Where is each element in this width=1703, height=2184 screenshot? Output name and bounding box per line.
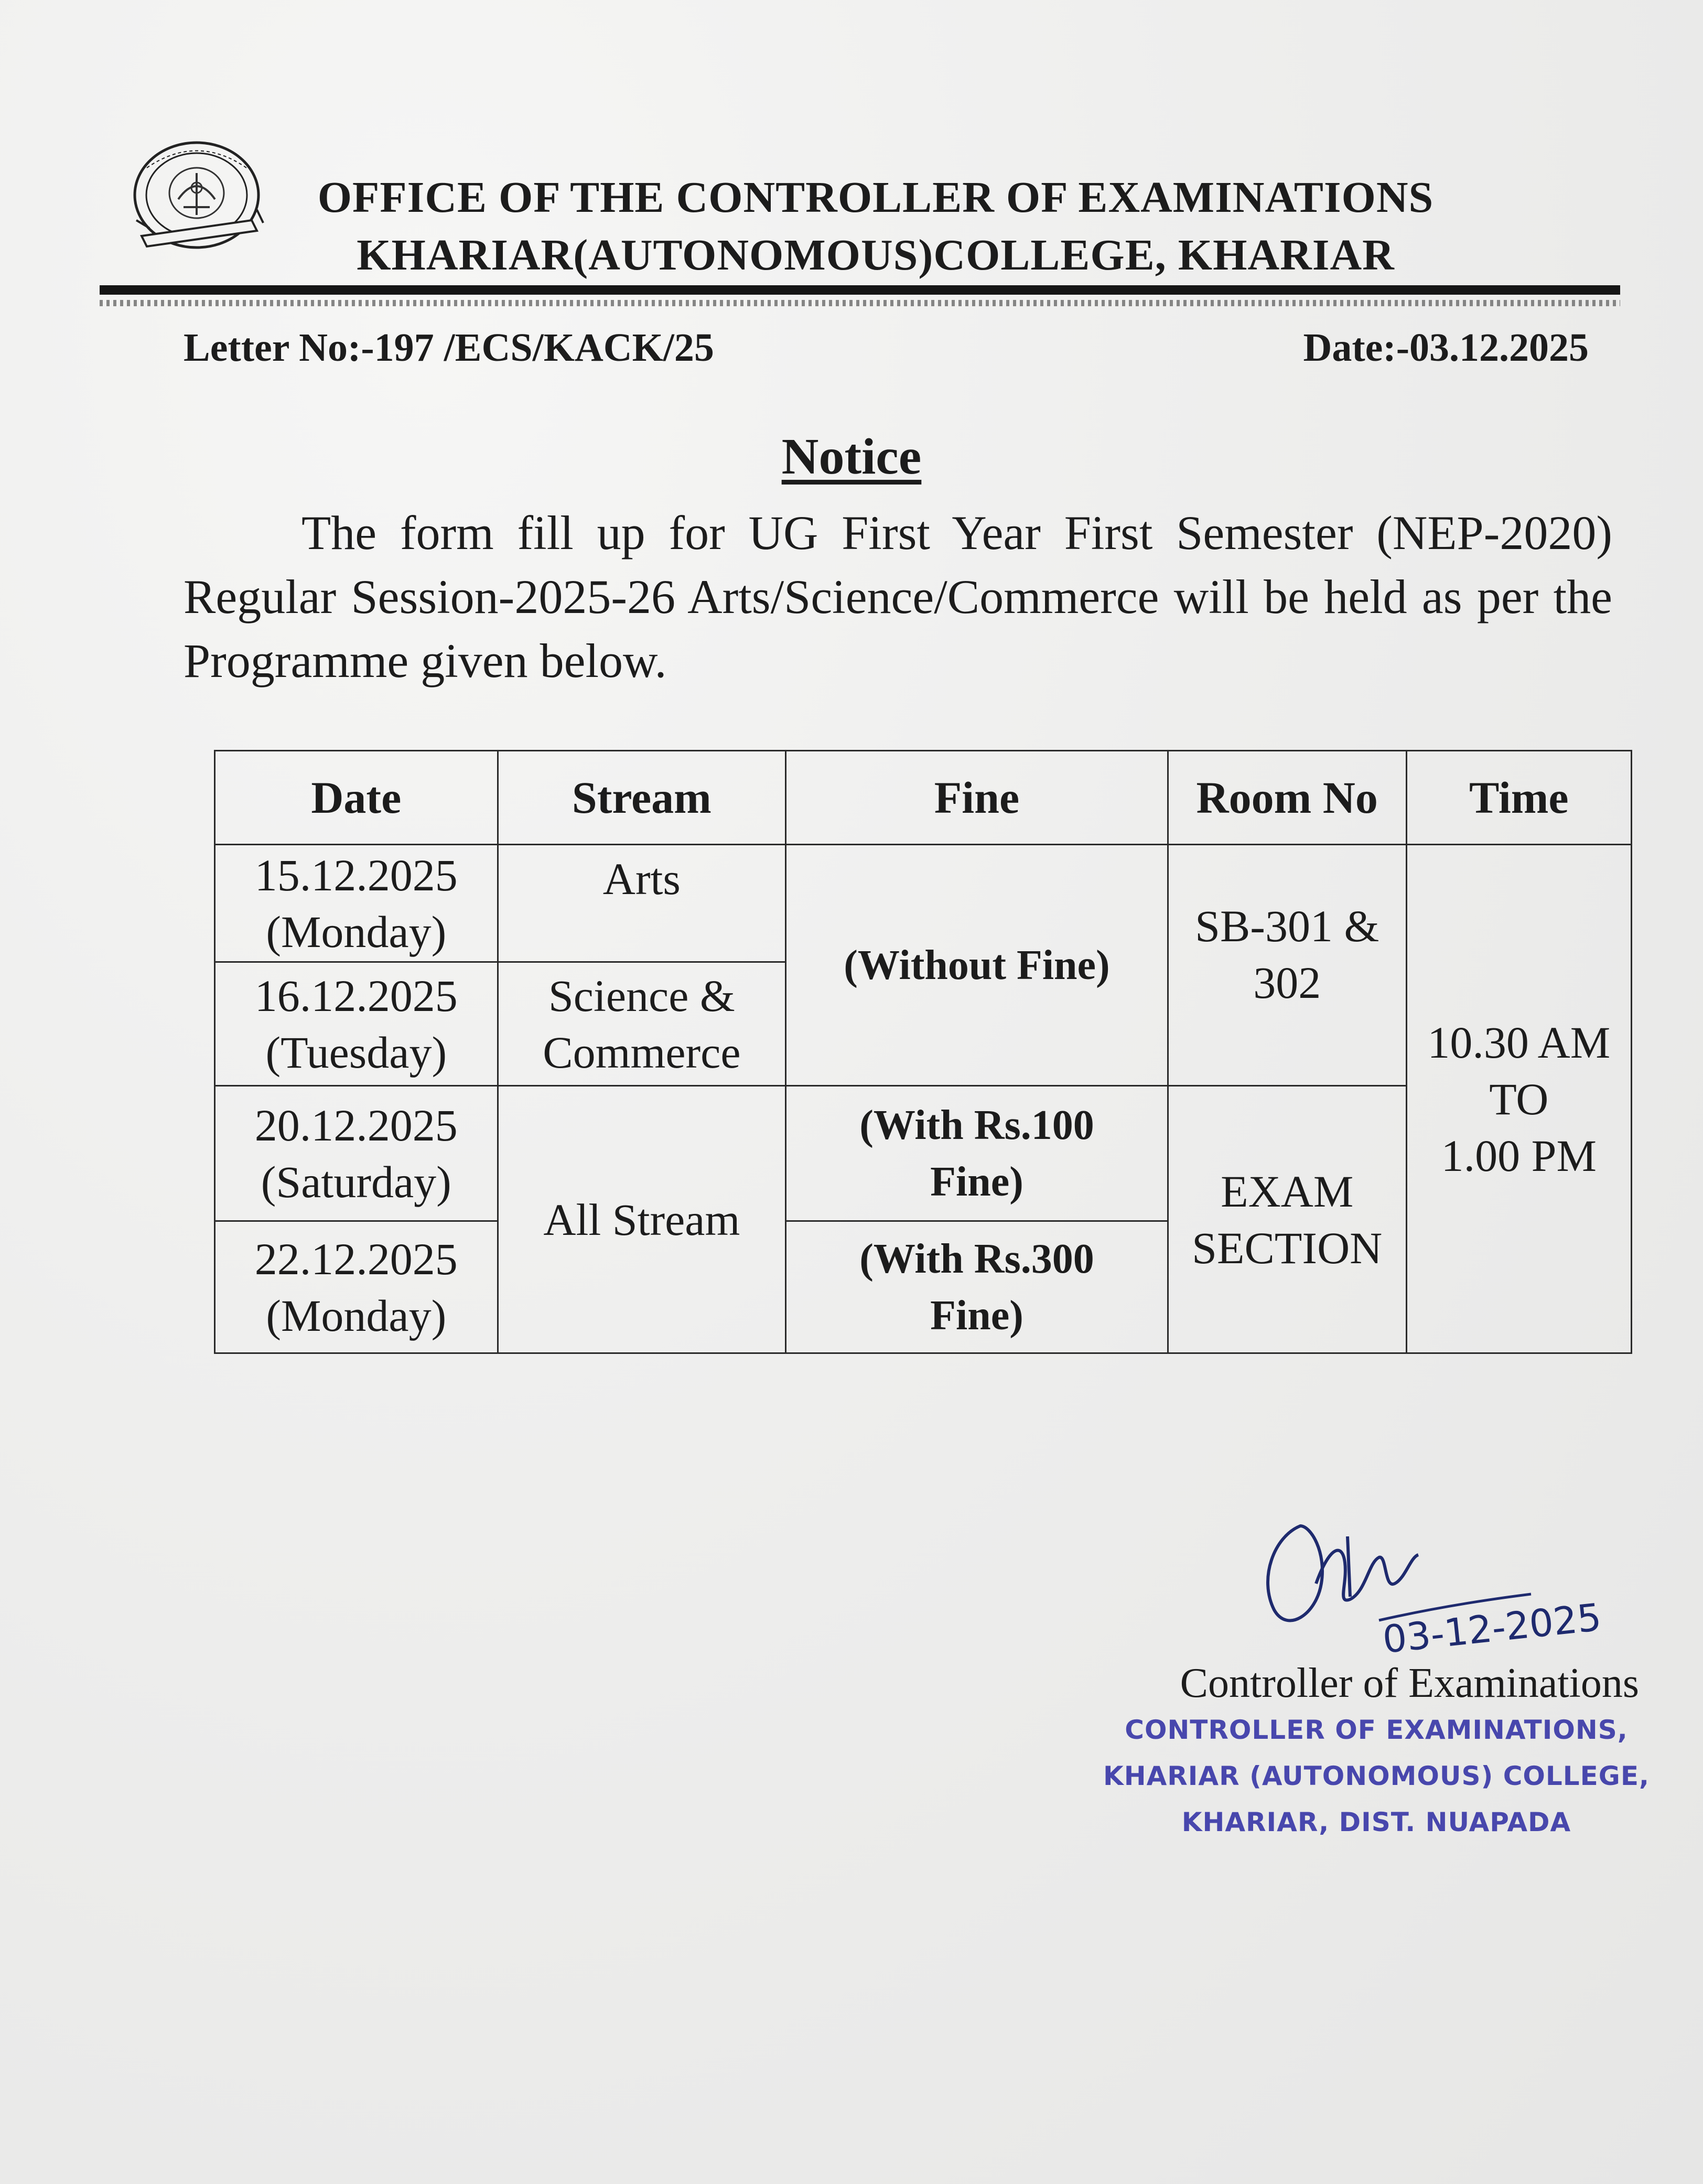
stream-line-2: Commerce [543, 1027, 741, 1078]
day-value: (Monday) [266, 906, 447, 957]
header-fine: Fine [786, 751, 1168, 845]
date-value: 20.12.2025 [254, 1100, 458, 1150]
header-time: Time [1406, 751, 1631, 845]
date-cell [215, 1221, 498, 1353]
time-cell [1406, 845, 1631, 1353]
fine-line-1: (With Rs.100 [859, 1102, 1094, 1148]
official-stamp [1075, 1707, 1678, 1845]
fine-line-2: Fine) [930, 1292, 1023, 1339]
date-cell [215, 1086, 498, 1221]
fine-line-2: Fine) [930, 1158, 1023, 1205]
room-line-1: EXAM [1221, 1166, 1354, 1217]
table-header-row [215, 751, 1632, 845]
stamp-line-3: KHARIAR, DIST. NUAPADA [1181, 1807, 1571, 1837]
letter-date: Date:-03.12.2025 [1303, 326, 1589, 370]
signature-date: 03-12-2025 [1380, 1595, 1603, 1662]
notice-title: Notice [781, 428, 922, 485]
time-to: TO [1489, 1073, 1549, 1124]
room-cell [1168, 1086, 1406, 1353]
schedule-table [214, 750, 1632, 1354]
stream-line-1: Science & [548, 970, 735, 1021]
college-logo-icon [126, 136, 273, 262]
fine-cell: (Without Fine) [786, 845, 1168, 1086]
stream-cell: All Stream [498, 1086, 786, 1353]
stamp-line-2: KHARIAR (AUTONOMOUS) COLLEGE, [1103, 1761, 1650, 1791]
day-value: (Tuesday) [265, 1027, 447, 1078]
fine-cell [786, 1221, 1168, 1353]
time-start: 10.30 AM [1427, 1017, 1611, 1068]
room-line-2: SECTION [1192, 1222, 1383, 1273]
handwritten-signature [1237, 1505, 1657, 1662]
stamp-line-1: CONTROLLER OF EXAMINATIONS, [1125, 1715, 1628, 1745]
header-stream: Stream [498, 751, 786, 845]
date-value: 15.12.2025 [254, 849, 458, 900]
room-cell [1168, 845, 1406, 1086]
header-dotted-rule [100, 300, 1620, 306]
stream-cell [498, 962, 786, 1086]
date-cell [215, 845, 498, 962]
date-value: 16.12.2025 [254, 970, 458, 1021]
fine-cell [786, 1086, 1168, 1221]
table-row [215, 845, 1632, 962]
date-cell [215, 962, 498, 1086]
notice-body: The form fill up for UG First Year First Semester (NEP-2020) Regular Session-2025-26 Arts/Science/Commerce will be held as per the Programme given below. [184, 506, 1612, 687]
day-value: (Saturday) [261, 1156, 451, 1207]
header-date: Date [215, 751, 498, 845]
time-end: 1.00 PM [1441, 1130, 1597, 1181]
college-heading: KHARIAR(AUTONOMOUS)COLLEGE, KHARIAR [357, 231, 1395, 279]
day-value: (Monday) [266, 1290, 447, 1341]
stream-cell: Arts [498, 845, 786, 962]
letter-number: Letter No:-197 /ECS/KACK/25 [184, 326, 714, 370]
office-heading: OFFICE OF THE CONTROLLER OF EXAMINATIONS [317, 173, 1434, 222]
date-value: 22.12.2025 [254, 1233, 458, 1284]
fine-line-1: (With Rs.300 [859, 1235, 1094, 1282]
room-line-2: 302 [1253, 957, 1321, 1008]
controller-title: Controller of Examinations [1180, 1660, 1639, 1706]
header-rule [100, 285, 1620, 295]
room-line-1: SB-301 & [1195, 901, 1379, 951]
header-room-no: Room No [1168, 751, 1406, 845]
